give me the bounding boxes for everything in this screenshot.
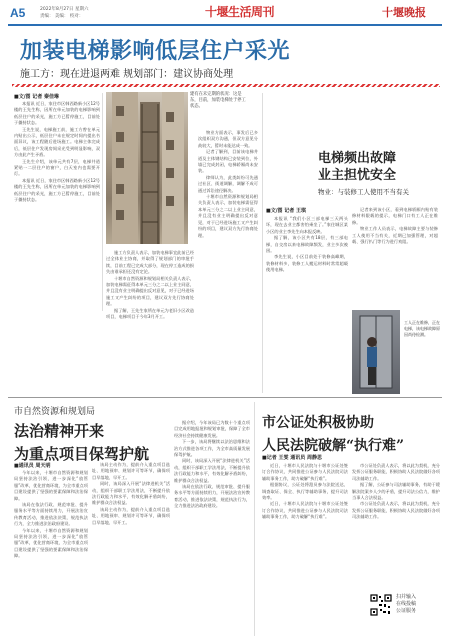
story1-photo-caption: 建有在未完期的状况：这是东，目前，加装电梯处于停工状态。 xyxy=(190,92,246,109)
story2-col2: 记者来到该小区，看到电梯轿厢内贴有装修材料限载的提示，电梯门口有工人正在维修。 物业工作人员表示，电梯故障主要与装修工人使用不当有关，近期已加强管理，对超载、强行扒门等行为进行劝阻。 xyxy=(352,207,438,245)
story3-kicker: 市自然资源和规划局 xyxy=(14,407,96,417)
story3-col3: 据介绍，今年该局已为数十个重点项目完成用地报批和规划审批，保障了全市经济社会持续健康发展。 下一步，该局将继续以法治思维和法治方式推进各项工作，为全市高质量发展保驾护航。 同时，该局深入开展“法律进机关”活动，组织干部职工学法用法，不断提升依法行政能力和水平，有效化解矛盾纠纷，维护群众合法权益。 该局在依法行政、规范审批、提升服务水平等方面持续用力，开展法治宣传教育活动，推进依法决策，规范执法行为，全力推进法治政府建设。 xyxy=(174,420,250,509)
decorative-stripe xyxy=(12,84,440,87)
story4-title-1: 市公证处积极协助 xyxy=(262,415,374,431)
story1-col3: 物业方面表示，事发后已多次组织双方沟通，但双方意见分歧较大，暂时未能达成一致。 记者了解到，目前该电梯井道及主体钢结构已安装到位，外墙已完成封闭，电梯轿厢尚未安装。 律师认为，此类纠纷可先通过社区、街道调解，调解不成可通过诉讼途径解决。 十堰市自然资源和规划局相关负责人表示，加装电梯需征得本单元三分之二以上业主同意，并且没有业主明确提出反对意见，对于已经进场施工又产生纠纷的项目，建议双方先行协商处理。 xyxy=(198,130,258,238)
story2-subhead: 物业：与装修工人使用不当有关 xyxy=(318,188,409,196)
page-editors: 责编： 美编： 校对： xyxy=(40,14,84,19)
section-divider xyxy=(8,397,442,398)
qr-code[interactable] xyxy=(370,594,392,616)
page-number: A5 xyxy=(10,6,26,20)
building-photo-icon xyxy=(106,92,188,244)
elevator-photo-icon xyxy=(352,310,400,394)
story1-headline: 加装电梯影响低层住户采光 xyxy=(20,38,291,64)
story3-title-2: 为重点项目保驾护航 xyxy=(14,445,150,463)
qr-code-icon xyxy=(370,594,392,616)
story2-headline: 电梯频出故障 业主担忧安全 xyxy=(318,151,397,183)
page-date: 2022年8月27日 星期六 xyxy=(40,7,89,12)
header-rule xyxy=(8,24,442,26)
story1-photo xyxy=(106,92,188,244)
qr-text: 扫并输入 在线投稿 公证服务 xyxy=(396,594,417,614)
story3-headline xyxy=(14,404,149,464)
section-logo: 十堰生活周刊 xyxy=(205,5,275,19)
story1-byline: ■文/图 记者 秦佳琳 xyxy=(14,94,60,100)
story4-col1: 近日，十堰市人民法院与十堰市公证处签订合作协议，共同推进公证参与人民法院司法辅助事务工作，助力破解“执行难”。 根据协议，公证处将派员参与法院送达、调查取证、保全、执行等辅助事务，提升司法效率。 近日，十堰市人民法院与十堰市公证处签订合作协议，共同推进公证参与人民法院司法辅助事务工作，助力破解“执行难”。 xyxy=(262,463,348,520)
story1-col1: 本报讯 近日，家住市区韩西路新小区12号楼的王先生称，因所在单元加装的电梯影响到低层住户的采光，施工方已暂停施工，目前处于僵持状态。 王先生说，电梯施工前，施工方曾在单元内贴出公示，低层住户未在规定时间内提出书面异议，该工程随后进场施工。电梯主体完成后，低层住户发现房间采光受到明显影响，双方由此产生矛盾。 王先生介绍，该单元共有7层，电梯井道紧贴一二层住户的窗户，白天室内也需要开灯。 本报讯 近日，家住市区韩西路新小区12号楼的王先生称，因所在单元加装的电梯影响到低层住户的采光，施工方已暂停施工，目前处于僵持状态。 xyxy=(14,101,100,203)
story4-col2: 市公证处负责人表示，将以此为契机，充分发挥公证服务职能，积极协助人民法院做好各项司法辅助工作。 据了解，公证参与司法辅助事务，有助于缓解法院案多人少的矛盾，提升司法公信力，维护当事人合法权益。 市公证处负责人表示，将以此为契机，充分发挥公证服务职能，积极协助人民法院做好各项司法辅助工作。 xyxy=(352,463,440,520)
story4-title-2: 人民法院破解“执行难” xyxy=(262,438,405,454)
page-header xyxy=(0,0,450,28)
story1-col2: 施工方负责人表示，加装电梯事宜此前已经过全体业主协商，并取得了规划部门的审批手续，目前工程已完成大部分，现在停工造成的损失由谁承担还没有定论。 十堰市自然资源和规划局相关负责人表示，加装电梯需征得本单元三分之二以上业主同意，并且没有业主明确提出反对意见，对于已经进场施工又产生纠纷的项目，建议双方先行协商处理。 据了解，王先生家所在单元为老旧小区改造项目，电梯项目于今年3月开工。 xyxy=(106,250,194,320)
story4-byline: ■记者 王雯 通讯员 周静思 xyxy=(262,455,322,461)
story3-title-1: 法治精神开来 xyxy=(14,422,105,440)
story2-photo-caption: 工人正在维修，正在电梯，该电梯故障原因尚待检测。 xyxy=(404,320,440,337)
story4-headline xyxy=(262,412,404,455)
masthead-logo: 十堰晚报 xyxy=(382,6,426,19)
story3-byline: ■通讯员 周天明 xyxy=(14,463,51,469)
story2-byline: ■文/图 记者 王琪 xyxy=(266,208,307,214)
story3-col2: 该局主动作为，提前介入重点项目选址、用地预审、规划许可等环节，确保项目早落地、早开工。 同时，该局深入开展“法律进机关”活动，组织干部职工学法用法，不断提升依法行政能力和水平，有效化解矛盾纠纷，维护群众合法权益。 该局主动作为，提前介入重点项目选址、用地预审、规划许可等环节，确保项目早落地、早开工。 xyxy=(92,462,170,525)
story3-col1: 今年以来，十堰市自然资源和规划局坚持法治引领，进一步深化“放管服”改革，优化营商环境，为全市重点项目建设提供了坚强的要素保障和法治保障。 该局在依法行政、规范审批、提升服务水平等方面持续用力，开展法治宣传教育活动，推进依法决策，规范执法行为，全力推进法治政府建设。 今年以来，十堰市自然资源和规划局坚持法治引领，进一步深化“放管服”改革，优化营商环境，为全市重点项目建设提供了坚强的要素保障和法治保障。 xyxy=(14,470,88,559)
story1-subhead: 施工方：现在进退两难 规划部门：建议协商处理 xyxy=(20,69,234,80)
story2-col1: 本报讯 “我们小区三部电梯三天两头坏，现在去业主都害怕乘坐了。”家住城区某小区的业主李先生向本报反映。 据了解，该小区共有18层，有三部电梯，自交房以来电梯故障频发，业主多次被困。 李先生说，小区目前处于装修高峰期，装修材料多，装修工人搬运材料时常常超载使用电梯。 xyxy=(266,216,348,273)
story2-photo xyxy=(352,310,400,394)
